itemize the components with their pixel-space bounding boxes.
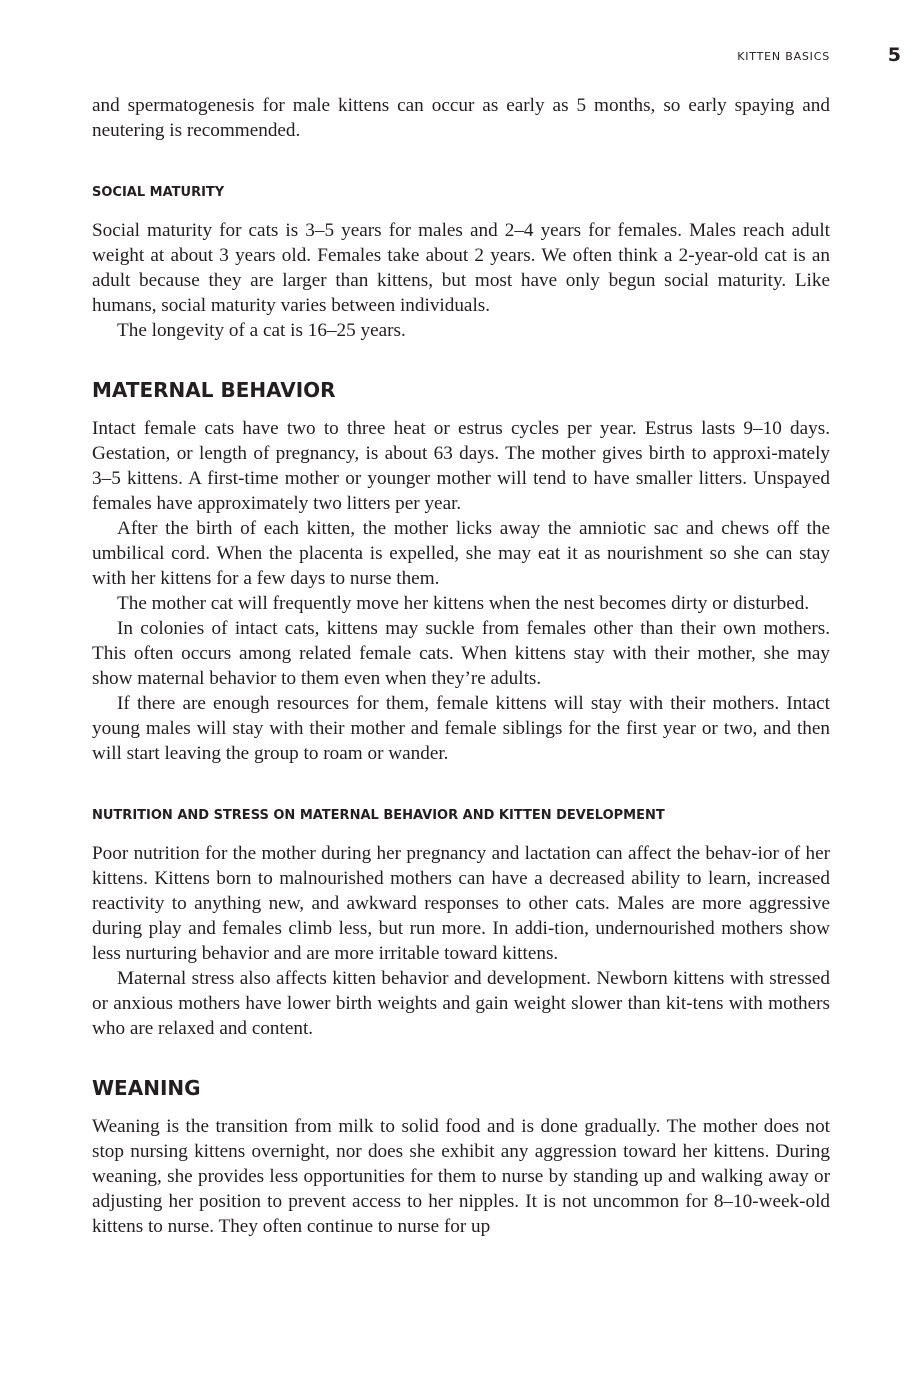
paragraph: Intact female cats have two to three heat or estrus cycles per year. Estrus lasts 9–10 days. Gestation, or length of pregnancy, is about 63 days. The mother gives birth to approxi-mately 3–5 kittens. A first-time mother or younger mother will tend to have smaller litters. Unspayed females have approximately two litters per year.	[92, 418, 830, 514]
section-heading-social-maturity: SOCIAL MATURITY	[92, 185, 225, 200]
page-number: 5	[887, 44, 901, 66]
paragraph: The mother cat will frequently move her kittens when the nest becomes dirty or disturbed.	[117, 593, 810, 614]
page-body	[92, 93, 830, 1239]
paragraph: Maternal stress also affects kitten behavior and development. Newborn kittens with stressed or anxious mothers have lower birth weights and gain weight slower than kit-tens with mothers who are relaxed and content.	[92, 968, 830, 1039]
paragraph: Social maturity for cats is 3–5 years for males and 2–4 years for females. Males reach adult weight at about 3 years old. Females take about 2 years. We often think a 2-year-old cat is an adult because they are larger than kittens, but most have only begun social maturity. Like humans, social maturity varies between individuals.	[92, 220, 830, 316]
section-heading-maternal-behavior: MATERNAL BEHAVIOR	[92, 378, 336, 402]
paragraph: If there are enough resources for them, female kittens will stay with their mothers. Intact young males will stay with their mother and female siblings for the first year or two, and then will start leaving the group to roam or wander.	[92, 693, 830, 764]
paragraph: The longevity of a cat is 16–25 years.	[117, 320, 406, 341]
paragraph: After the birth of each kitten, the mother licks away the amniotic sac and chews off the umbilical cord. When the placenta is expelled, she may eat it as nourishment so she can stay with her kittens for a few days to nurse them.	[92, 518, 830, 589]
intro-paragraph: and spermatogenesis for male kittens can occur as early as 5 months, so early spaying and neutering is recommended.	[92, 95, 830, 141]
section-heading-nutrition-stress: NUTRITION AND STRESS ON MATERNAL BEHAVIOR AND KITTEN DEVELOPMENT	[92, 808, 665, 823]
paragraph: Weaning is the transition from milk to solid food and is done gradually. The mother does not stop nursing kittens overnight, nor does she exhibit any aggression toward her kittens. During weaning, she provides less opportunities for them to nurse by standing up and walking away or adjusting her position to prevent access to her nipples. It is not uncommon for 8–10-week-old kittens to nurse. They often continue to nurse for up	[92, 1116, 830, 1237]
section-heading-weaning: WEANING	[92, 1076, 201, 1100]
running-head: KITTEN BASICS	[737, 50, 830, 63]
paragraph: Poor nutrition for the mother during her pregnancy and lactation can affect the behav-ior of her kittens. Kittens born to malnourished mothers can have a decreased ability to learn, increased reactivity to anything new, and awkward responses to other cats. Males are more aggressive during play and females climb less, but run more. In addi-tion, undernourished mothers show less nurturing behavior and are more irritable toward kittens.	[92, 843, 830, 964]
paragraph: In colonies of intact cats, kittens may suckle from females other than their own mothers. This often occurs among related female cats. When kittens stay with their mother, she may show maternal behavior to them even when they’re adults.	[92, 618, 830, 689]
